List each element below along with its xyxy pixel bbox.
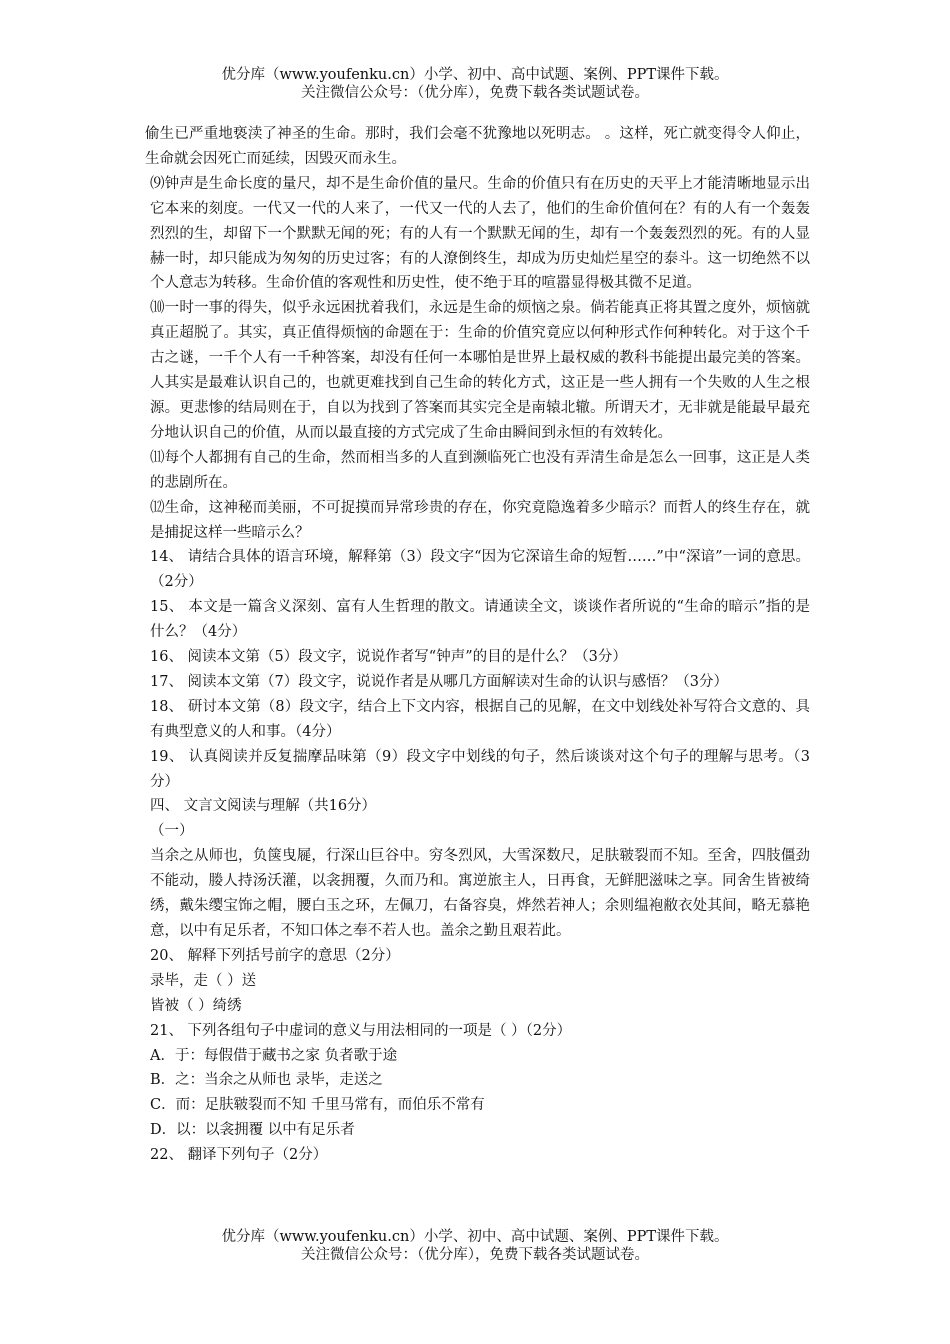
- question-19: 19、 认真阅读并反复揣摩品味第（9）段文字中划线的句子，然后谈谈对这个句子的理解与思考。（3分）: [150, 748, 810, 790]
- paragraph-11: ⑾每个人都拥有自己的生命，然而相当多的人直到濒临死亡也没有弄清生命是怎么一回事，这正是人类的悲剧所在。: [150, 449, 810, 491]
- paragraph-10: ⑽一时一事的得失，似乎永远困扰着我们，永远是生命的烦恼之泉。倘若能真正将其置之度外，烦恼就真正超脱了。其实，真正值得烦恼的命题在于：生命的价值究竟应以何种形式作何种转化。对于这个千古之谜，一千个人有一千种答案，却没有任何一本哪怕是世界上最权威的教科书能提出最完美的答案。人其实是最难认识自己的，也就更难找到自己生命的转化方式，这正是一些人拥有一个失败的人生之根源。更悲惨的结局则在于，自以为找到了答案而其实完全是南辕北辙。所谓天才，无非就是能最早最充分地认识自己的价值，从而以最直接的方式完成了生命由瞬间到永恒的有效转化。: [150, 300, 810, 441]
- classical-passage: 当余之从师也，负箧曳屣，行深山巨谷中。穷冬烈风，大雪深数尺，足肤皲裂而不知。至舍，四肢僵劲不能动，媵人持汤沃灌，以衾拥覆，久而乃和。寓逆旅主人，日再食，无鲜肥滋味之享。同舍生皆被绮绣，戴朱缨宝饰之帽，腰白玉之环，左佩刀，右备容臭，烨然若神人；余则缊袍敝衣处其间，略无慕艳意，以中有足乐者，不知口体之奉不若人也。盖余之勤且艰若此。: [150, 848, 810, 939]
- question-20-item-2: 皆被（ ）绮绣: [150, 997, 242, 1014]
- question-20-item-1: 录毕，走（ ）送: [150, 972, 257, 989]
- footer-line-2: 关注微信公众号：（优分库），免费下载各类试题试卷。: [301, 1247, 649, 1263]
- section-heading-4: 四、 文言文阅读与理解（共16分）: [150, 798, 377, 815]
- page-header: [0, 66, 950, 102]
- paragraph-9: ⑼钟声是生命长度的量尺，却不是生命价值的量尺。生命的价值只有在历史的天平上才能清晰地显示出它本来的刻度。一代又一代的人来了，一代又一代的人去了，他们的生命价值何在？有的人有一个轰轰烈烈的生，却留下一个默默无闻的死；有的人有一个默默无闻的生，却有一个轰轰烈烈的死。有的人显赫一时，却只能成为匆匆的历史过客；有的人潦倒终生，却成为历史灿烂星空的泰斗。这一切绝然不以个人意志为转移。生命价值的客观性和历史性，使不绝于耳的喧嚣显得极其微不足道。: [150, 175, 810, 292]
- question-22: 22、 翻译下列句子（2分）: [150, 1147, 328, 1164]
- question-20: 20、 解释下列括号前字的意思（2分）: [150, 947, 400, 964]
- question-16: 16、 阅读本文第（5）段文字，说说作者写“钟声”的目的是什么？（3分）: [150, 649, 627, 666]
- page-footer: [0, 1228, 950, 1264]
- question-21-option-b: B．之：当余之从师也 录毕，走送之: [150, 1072, 383, 1089]
- footer-line-1: 优分库（www.youfenku.cn）小学、初中、高中试题、案例、PPT课件下载。: [221, 1229, 729, 1245]
- question-14: 14、 请结合具体的语言环境，解释第（3）段文字“因为它深谙生命的短暂……”中“深谙”一词的意思。（2分）: [150, 549, 810, 591]
- question-21-option-d: D．以：以衾拥覆 以中有足乐者: [150, 1122, 355, 1139]
- question-21-option-c: C．而：足肤皲裂而不知 千里马常有，而伯乐不常有: [150, 1097, 485, 1114]
- question-21-option-a: A．于：每假借于藏书之家 负者歌于途: [150, 1047, 398, 1064]
- question-21: 21、 下列各组句子中虚词的意义与用法相同的一项是（ ）（2分）: [150, 1022, 572, 1039]
- paragraph-8-end: 偷生已严重地亵渎了神圣的生命。那时，我们会毫不犹豫地以死明志。 。这样，死亡就变得令人仰止，生命就会因死亡而延续，因毁灭而永生。: [145, 126, 810, 167]
- question-17: 17、 阅读本文第（7）段文字，说说作者是从哪几方面解读对生命的认识与感悟？（3分）: [150, 673, 729, 690]
- question-18: 18、 研讨本文第（8）段文字，结合上下文内容，根据自己的见解，在文中划线处补写符合文意的、具有典型意义的人和事。（4分）: [150, 698, 810, 740]
- subsection-heading-1: （一）: [150, 823, 194, 840]
- question-15: 15、 本文是一篇含义深刻、富有人生哲理的散文。请通读全文，谈谈作者所说的“生命的暗示”指的是什么？（4分）: [150, 599, 810, 641]
- header-line-1: 优分库（www.youfenku.cn）小学、初中、高中试题、案例、PPT课件下载。: [221, 67, 729, 83]
- document-body: [145, 122, 810, 1168]
- paragraph-12: ⑿生命，这神秘而美丽，不可捉摸而异常珍贵的存在，你究竟隐逸着多少暗示？而哲人的终生存在，就是捕捉这样一些暗示么？: [150, 499, 810, 541]
- header-line-2: 关注微信公众号：（优分库），免费下载各类试题试卷。: [301, 85, 649, 101]
